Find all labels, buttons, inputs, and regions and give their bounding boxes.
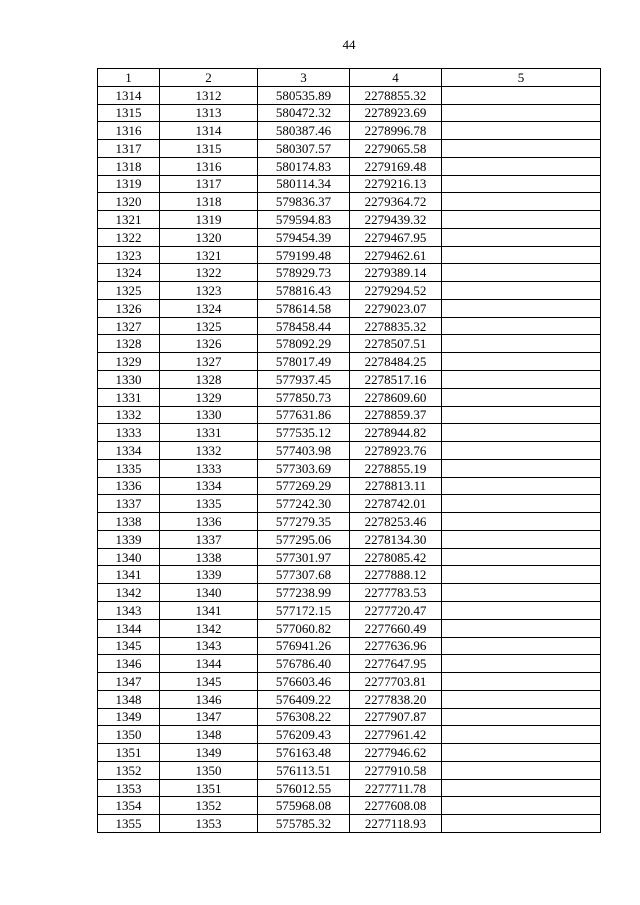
table-cell: 578816.43 [258,282,350,300]
table-cell: 2279467.95 [350,228,442,246]
table-cell: 1325 [160,317,258,335]
table-cell: 1343 [98,601,160,619]
table-cell: 1324 [160,299,258,317]
table-cell: 2278813.11 [350,477,442,495]
table-row [98,744,601,762]
table-cell: 1329 [98,353,160,371]
table-cell: 577403.98 [258,442,350,460]
table-cell: 1351 [98,744,160,762]
table-cell: 2278507.51 [350,335,442,353]
table-cell: 1347 [160,708,258,726]
table-cell: 1317 [98,140,160,158]
table-cell [442,530,601,548]
table-cell [442,797,601,815]
table-row [98,86,601,104]
table-cell: 1333 [160,459,258,477]
table-cell: 1327 [98,317,160,335]
table-cell: 1315 [98,104,160,122]
table-cell: 1327 [160,353,258,371]
table-cell: 579454.39 [258,228,350,246]
table-row [98,104,601,122]
table-cell [442,690,601,708]
table-row [98,779,601,797]
table-cell: 2279462.61 [350,246,442,264]
table-cell [442,459,601,477]
table-cell [442,282,601,300]
table-cell: 1355 [98,815,160,833]
table-cell: 1315 [160,140,258,158]
table-cell: 1346 [98,655,160,673]
table-cell: 2279065.58 [350,140,442,158]
table-cell: 2278835.32 [350,317,442,335]
table-cell: 1331 [160,424,258,442]
table-cell: 1354 [98,797,160,815]
table-cell: 1338 [98,513,160,531]
table-cell: 577060.82 [258,619,350,637]
table-cell [442,655,601,673]
column-header: 3 [258,69,350,87]
table-cell [442,673,601,691]
table-cell: 1342 [160,619,258,637]
table-row [98,655,601,673]
table-cell: 1339 [98,530,160,548]
table-cell: 2277907.87 [350,708,442,726]
table-cell [442,86,601,104]
table-cell [442,122,601,140]
table-cell: 2277838.20 [350,690,442,708]
table-cell: 1316 [160,157,258,175]
table-cell: 576163.48 [258,744,350,762]
table-row [98,353,601,371]
table-cell: 2279439.32 [350,211,442,229]
table-cell: 2279294.52 [350,282,442,300]
table-row [98,548,601,566]
table-cell: 2277946.62 [350,744,442,762]
table-cell: 1318 [98,157,160,175]
table-row [98,530,601,548]
table-cell: 2277888.12 [350,566,442,584]
table-cell: 2278855.19 [350,459,442,477]
table-cell: 1336 [98,477,160,495]
table-cell: 2278855.32 [350,86,442,104]
table-cell: 578929.73 [258,264,350,282]
table-row [98,513,601,531]
table-cell: 2278742.01 [350,495,442,513]
table-cell: 577937.45 [258,371,350,389]
table-row [98,406,601,424]
table-cell: 1322 [160,264,258,282]
table-cell: 2277608.08 [350,797,442,815]
table-cell: 1319 [160,211,258,229]
column-header: 5 [442,69,601,87]
table-cell: 1345 [98,637,160,655]
table-row [98,708,601,726]
table-cell: 2278085.42 [350,548,442,566]
table-cell: 577301.97 [258,548,350,566]
table-cell: 2278609.60 [350,388,442,406]
table-row [98,442,601,460]
table-cell: 1334 [160,477,258,495]
table-cell: 577307.68 [258,566,350,584]
table-cell [442,637,601,655]
table-row [98,335,601,353]
table-cell: 2277910.58 [350,761,442,779]
table-row [98,371,601,389]
table-cell: 2279023.07 [350,299,442,317]
table-cell: 1323 [98,246,160,264]
table-cell: 1332 [98,406,160,424]
table-cell: 2277711.78 [350,779,442,797]
table-row [98,122,601,140]
table-cell [442,246,601,264]
table-cell: 1337 [160,530,258,548]
table-row [98,264,601,282]
table-cell: 1320 [98,193,160,211]
column-header: 1 [98,69,160,87]
table-cell: 1348 [98,690,160,708]
table-cell: 579836.37 [258,193,350,211]
table-row [98,282,601,300]
table-cell [442,601,601,619]
table-cell [442,619,601,637]
table-cell: 1326 [98,299,160,317]
table-cell: 1326 [160,335,258,353]
table-cell: 578092.29 [258,335,350,353]
table-cell: 577279.35 [258,513,350,531]
table-cell: 576603.46 [258,673,350,691]
table-cell: 1319 [98,175,160,193]
table-row [98,175,601,193]
table-cell: 1344 [98,619,160,637]
table-row [98,228,601,246]
table-cell: 575785.32 [258,815,350,833]
table-cell: 1323 [160,282,258,300]
table-cell: 578614.58 [258,299,350,317]
table-cell: 2278859.37 [350,406,442,424]
table-cell [442,761,601,779]
table-cell: 1324 [98,264,160,282]
table-row [98,424,601,442]
table-row [98,761,601,779]
column-header: 2 [160,69,258,87]
table-cell: 577631.86 [258,406,350,424]
table-cell: 2279216.13 [350,175,442,193]
table-cell: 1348 [160,726,258,744]
table-row [98,673,601,691]
table-cell: 1353 [98,779,160,797]
table-cell: 2278253.46 [350,513,442,531]
table-cell: 2277118.93 [350,815,442,833]
table-cell [442,442,601,460]
table-cell: 580472.32 [258,104,350,122]
table-cell: 2277647.95 [350,655,442,673]
table-cell: 579199.48 [258,246,350,264]
table-cell: 1321 [98,211,160,229]
table-cell: 1342 [98,584,160,602]
table-cell [442,513,601,531]
table-cell [442,353,601,371]
table-cell: 1313 [160,104,258,122]
table-cell: 575968.08 [258,797,350,815]
table-cell: 2277720.47 [350,601,442,619]
table-row [98,726,601,744]
table-cell: 1352 [160,797,258,815]
table-cell [442,157,601,175]
table-cell: 577172.15 [258,601,350,619]
table-cell: 1337 [98,495,160,513]
table-cell: 1328 [98,335,160,353]
table-cell: 1350 [160,761,258,779]
table-cell: 580114.34 [258,175,350,193]
table-cell: 2277783.53 [350,584,442,602]
table-cell: 577242.30 [258,495,350,513]
table-cell: 2278134.30 [350,530,442,548]
table-cell: 577269.29 [258,477,350,495]
table-cell: 1320 [160,228,258,246]
table-cell: 2277660.49 [350,619,442,637]
table-cell: 1343 [160,637,258,655]
table-cell [442,708,601,726]
table-cell: 1340 [160,584,258,602]
table-cell: 1351 [160,779,258,797]
table-cell [442,211,601,229]
table-cell: 1344 [160,655,258,673]
table-cell: 577850.73 [258,388,350,406]
table-cell: 1312 [160,86,258,104]
table-cell [442,815,601,833]
table-cell: 1339 [160,566,258,584]
table-cell [442,335,601,353]
table-cell: 576012.55 [258,779,350,797]
table-cell: 2277961.42 [350,726,442,744]
table-cell: 576409.22 [258,690,350,708]
table-cell: 1338 [160,548,258,566]
table-row [98,388,601,406]
table-cell: 1341 [98,566,160,584]
table-row [98,619,601,637]
table-cell: 1330 [98,371,160,389]
table-cell: 2279364.72 [350,193,442,211]
table-cell [442,779,601,797]
table-cell: 580174.83 [258,157,350,175]
table-row [98,211,601,229]
table-cell: 1334 [98,442,160,460]
table-row [98,815,601,833]
table-cell: 578458.44 [258,317,350,335]
table-cell: 1330 [160,406,258,424]
table-row [98,637,601,655]
table-cell [442,424,601,442]
table-cell: 576113.51 [258,761,350,779]
table-cell: 2278484.25 [350,353,442,371]
table-cell: 1328 [160,371,258,389]
table-cell [442,566,601,584]
table-cell: 1341 [160,601,258,619]
table-cell: 577303.69 [258,459,350,477]
coordinates-table [97,68,601,833]
table-header-row [98,69,601,87]
table-cell: 2278944.82 [350,424,442,442]
table-cell: 1317 [160,175,258,193]
table-cell: 2279169.48 [350,157,442,175]
table-cell [442,317,601,335]
table-cell [442,406,601,424]
table-cell: 580387.46 [258,122,350,140]
table-cell: 576786.40 [258,655,350,673]
table-cell: 2277636.96 [350,637,442,655]
table-cell [442,140,601,158]
table-row [98,566,601,584]
table-row [98,193,601,211]
table-cell: 576209.43 [258,726,350,744]
table-cell [442,371,601,389]
table-cell: 1325 [98,282,160,300]
table-cell: 1332 [160,442,258,460]
table-cell: 2278996.78 [350,122,442,140]
table-cell: 2278923.76 [350,442,442,460]
table-cell: 1318 [160,193,258,211]
table-cell: 1335 [160,495,258,513]
table-cell: 1349 [160,744,258,762]
table-row [98,140,601,158]
table-cell: 1352 [98,761,160,779]
table-cell: 1333 [98,424,160,442]
table-cell [442,584,601,602]
table-cell: 1335 [98,459,160,477]
table-cell: 2279389.14 [350,264,442,282]
table-cell: 1314 [98,86,160,104]
table-cell: 1353 [160,815,258,833]
table-cell: 1329 [160,388,258,406]
table-row [98,495,601,513]
table-cell: 1316 [98,122,160,140]
table-cell: 1349 [98,708,160,726]
table-row [98,317,601,335]
table-cell [442,193,601,211]
table-cell [442,477,601,495]
table-cell [442,175,601,193]
table-cell [442,388,601,406]
table-cell [442,726,601,744]
table-body [98,86,601,832]
table-cell [442,548,601,566]
table-cell: 577238.99 [258,584,350,602]
page-number: 44 [342,37,356,52]
table-row [98,299,601,317]
table-cell [442,104,601,122]
table-cell: 577535.12 [258,424,350,442]
table-cell: 1345 [160,673,258,691]
table-cell: 577295.06 [258,530,350,548]
table-row [98,797,601,815]
table-cell [442,744,601,762]
table-row [98,690,601,708]
table-cell: 1314 [160,122,258,140]
table-cell [442,495,601,513]
table-cell: 2277703.81 [350,673,442,691]
table-cell: 579594.83 [258,211,350,229]
table-cell [442,264,601,282]
table-cell: 1346 [160,690,258,708]
table-cell: 1336 [160,513,258,531]
table-cell: 2278923.69 [350,104,442,122]
table-row [98,477,601,495]
table-row [98,157,601,175]
table-cell: 576308.22 [258,708,350,726]
table-row [98,601,601,619]
table-row [98,459,601,477]
table-cell: 1347 [98,673,160,691]
table-cell: 580307.57 [258,140,350,158]
table-cell: 580535.89 [258,86,350,104]
table-cell: 1322 [98,228,160,246]
table-cell: 1331 [98,388,160,406]
table-cell [442,299,601,317]
table-cell: 1340 [98,548,160,566]
table-cell: 1321 [160,246,258,264]
table-cell: 1350 [98,726,160,744]
table-cell: 2278517.16 [350,371,442,389]
table-cell: 578017.49 [258,353,350,371]
table-row [98,246,601,264]
column-header: 4 [350,69,442,87]
table-cell [442,228,601,246]
table-cell: 576941.26 [258,637,350,655]
table-row [98,584,601,602]
